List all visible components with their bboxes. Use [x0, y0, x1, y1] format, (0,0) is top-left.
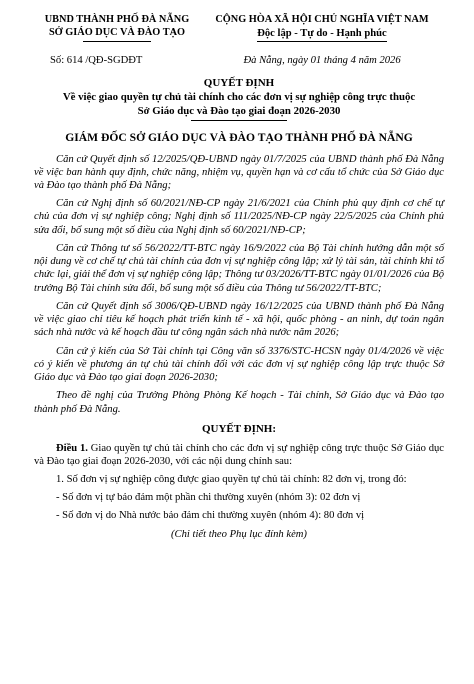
article-1-label: Điều 1.: [56, 442, 88, 454]
basis-paragraph: Căn cứ Thông tư số 56/2022/TT-BTC ngày 16/9/2022 của Bộ Tài chính hướng dẫn một số nội dung về cơ chế tự chủ tài chính của đơn vị sự nghiệp công lập; xử lý tài sản, tài chính khi tổ chức lại, giải thể đơn vị sự nghiệp công lập; Thông tư 03/2026/TT-BTC ngày 01/01/2026 của Bộ trưởng Bộ Tài chính sửa đổi, bổ sung một số điều của Thông tư 56/2022/TT-BTC;: [34, 242, 444, 294]
appendix-note: (Chi tiết theo Phụ lục đính kèm): [171, 528, 307, 540]
clause-item: - Số đơn vị do Nhà nước bảo đảm chi thường xuyên (nhóm 4): 80 đơn vị: [56, 510, 365, 522]
document-number: Số: 614 /QĐ-SGDĐT: [50, 55, 143, 67]
document-meta: [34, 54, 444, 67]
document-date: Đà Nẵng, ngày 01 tháng 4 năm 2026: [243, 55, 401, 67]
subject-line-2: Sở Giáo dục và Đào tạo giai đoạn 2026-2030: [137, 104, 341, 117]
national-title: CỘNG HÒA XÃ HỘI CHỦ NGHĨA VIỆT NAM: [215, 14, 429, 25]
issuing-agency-block: [34, 14, 200, 42]
issuing-authority: GIÁM ĐỐC SỞ GIÁO DỤC VÀ ĐÀO TẠO THÀNH PHỐ ĐÀ NẴNG: [65, 131, 413, 145]
basis-paragraph: Căn cứ Quyết định số 12/2025/QĐ-UBND ngày 01/7/2025 của UBND thành phố Đà Nẵng về việc ban hành quy định, chức năng, nhiệm vụ, quyền hạn và cơ cấu tổ chức của Sở Giáo dục và Đào tạo thành phố Đà Nẵng;: [34, 153, 444, 191]
basis-paragraph: Căn cứ Quyết định số 3006/QĐ-UBND ngày 16/12/2025 của UBND thành phố Đà Nẵng về việc giao chỉ tiêu kế hoạch phát triển kinh tế - xã hội, quốc phòng - an ninh, dự toán ngân sách nhà nước và kế hoạch đầu tư công ngân sách nhà nước năm 2026;: [34, 300, 444, 339]
clause-item: - Số đơn vị tự bảo đảm một phần chi thường xuyên (nhóm 3): 02 đơn vị: [56, 492, 361, 504]
national-motto: Độc lập - Tự do - Hạnh phúc: [257, 27, 387, 39]
article-1: [34, 442, 444, 468]
subject-line-1: Về việc giao quyền tự chủ tài chính cho các đơn vị sự nghiệp công trực thuộc: [62, 91, 416, 104]
motto-underline: [257, 41, 387, 42]
subject-underline: [191, 120, 287, 121]
national-heading-block: [200, 14, 444, 42]
decision-heading: QUYẾT ĐỊNH:: [201, 422, 277, 435]
agency-underline: [83, 41, 151, 42]
basis-paragraph: Theo đề nghị của Trưởng Phòng Phòng Kế hoạch - Tài chính, Sở Giáo dục và Đào tạo thành phố Đà Nẵng.: [34, 390, 444, 415]
clause-1: 1. Số đơn vị sự nghiệp công được giao quyền tự chủ tài chính: 82 đơn vị, trong đó:: [56, 473, 407, 485]
issuing-agency: SỞ GIÁO DỤC VÀ ĐÀO TẠO: [48, 26, 186, 38]
article-1-text: Giao quyền tự chủ tài chính cho các đơn vị sự nghiệp công trực thuộc Sở Giáo dục và Đào tạo giai đoạn 2026-2030, với các nội dung chính sau:: [34, 442, 445, 467]
document-subject: [34, 91, 444, 118]
basis-paragraph: Căn cứ ý kiến của Sở Tài chính tại Công văn số 3376/STC-HCSN ngày 01/4/2026 về việc có ý kiến về phương án tự chủ tài chính đối với các đơn vị sự nghiệp công lập trực thuộc Sở Giáo dục và Đào tạo giai đoạn 2026-2030;: [34, 345, 444, 384]
legal-basis: [34, 153, 444, 416]
parent-agency: UBND THÀNH PHỐ ĐÀ NẴNG: [44, 14, 190, 25]
basis-paragraph: Căn cứ Nghị định số 60/2021/NĐ-CP ngày 21/6/2021 của Chính phủ quy định cơ chế tự chủ của đơn vị sự nghiệp công; Nghị định số 111/2025/NĐ-CP ngày 22/5/2025 của Chính phủ sửa đổi, bổ sung một số điều của Nghị định số 60/2021/NĐ-CP;: [34, 198, 444, 236]
document-header: [34, 0, 444, 42]
document-type: QUYẾT ĐỊNH: [203, 77, 275, 90]
